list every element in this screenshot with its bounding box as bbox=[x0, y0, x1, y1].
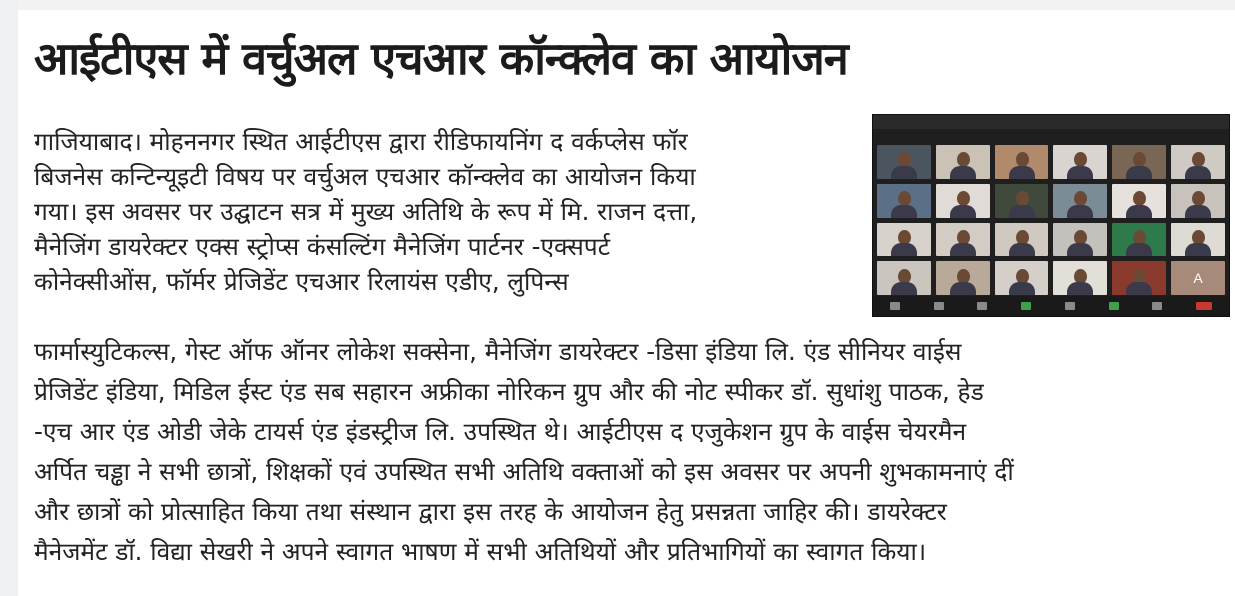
participants-icon bbox=[1021, 302, 1031, 310]
person-body bbox=[1067, 166, 1093, 179]
participant-tile bbox=[1112, 261, 1166, 295]
person-body bbox=[891, 166, 917, 179]
article-line: मैनेजिंग डायरेक्टर एक्स स्ट्रोप्स कंसल्टिंग मैनेजिंग पार्टनर -एक्सपर्ट bbox=[34, 232, 611, 261]
article-line: -एच आर एंड ओडी जेके टायर्स एंड इंडस्ट्रीज लि. उपस्थित थे। आईटीएस द एजुकेशन ग्रुप के वाईस चेयरमैन bbox=[34, 417, 967, 446]
person-body bbox=[891, 205, 917, 218]
article-line: और छात्रों को प्रोत्साहित किया तथा संस्थान द्वारा इस तरह के आयोजन हेतु प्रसन्नता जाहिर की। डायरेक्टर bbox=[34, 497, 947, 526]
person-body bbox=[1067, 243, 1093, 256]
article-line: गया। इस अवसर पर उद्घाटन सत्र में मुख्य अतिथि के रूप में मि. राजन दत्ता, bbox=[34, 197, 698, 226]
participant-tile bbox=[1112, 184, 1166, 218]
person-head bbox=[1133, 191, 1146, 206]
person-body bbox=[1126, 243, 1152, 256]
share-screen-icon bbox=[1109, 302, 1119, 310]
participant-tile bbox=[1112, 223, 1166, 257]
participant-tile bbox=[1112, 145, 1166, 179]
person-body bbox=[1009, 282, 1035, 295]
participant-tile bbox=[995, 261, 1049, 295]
participant-tile bbox=[1053, 184, 1107, 218]
person-body bbox=[950, 166, 976, 179]
security-icon bbox=[977, 302, 987, 310]
mute-icon bbox=[890, 302, 900, 310]
chat-icon bbox=[1065, 302, 1075, 310]
participant-tile bbox=[877, 145, 931, 179]
person-body bbox=[950, 282, 976, 295]
participant-tile bbox=[936, 261, 990, 295]
person-body bbox=[1185, 166, 1211, 179]
participant-tile bbox=[1053, 261, 1107, 295]
person-head bbox=[898, 191, 911, 206]
participant-tile bbox=[995, 145, 1049, 179]
participant-grid bbox=[877, 145, 1225, 295]
person-body bbox=[1126, 166, 1152, 179]
participant-tile bbox=[936, 184, 990, 218]
participant-tile bbox=[1171, 145, 1225, 179]
participant-tile bbox=[995, 223, 1049, 257]
article-line: मैनेजमेंट डॉ. विद्या सेखरी ने अपने स्वागत भाषण में सभी अतिथियों और प्रतिभागियों का स्वागत किया। bbox=[34, 537, 927, 566]
person-body bbox=[891, 243, 917, 256]
participant-tile bbox=[995, 184, 1049, 218]
person-body bbox=[950, 205, 976, 218]
participant-initial: A bbox=[1193, 270, 1203, 287]
person-head bbox=[957, 191, 970, 206]
participant-tile bbox=[1053, 223, 1107, 257]
participant-tile bbox=[877, 261, 931, 295]
person-head bbox=[1074, 191, 1087, 206]
article-line: बिजनेस कन्टिन्यूइटी विषय पर वर्चुअल एचआर कॉन्क्लेव का आयोजन किया bbox=[34, 162, 696, 191]
video-icon bbox=[934, 302, 944, 310]
participant-tile bbox=[936, 223, 990, 257]
person-body bbox=[1126, 205, 1152, 218]
person-body bbox=[1009, 243, 1035, 256]
participant-tile bbox=[877, 223, 931, 257]
person-body bbox=[1185, 205, 1211, 218]
page-edge-strip bbox=[0, 0, 18, 596]
participant-tile bbox=[936, 145, 990, 179]
person-body bbox=[950, 243, 976, 256]
person-head bbox=[1192, 191, 1205, 206]
person-head bbox=[1016, 191, 1029, 206]
person-body bbox=[1009, 166, 1035, 179]
person-body bbox=[891, 282, 917, 295]
article-headline: आईटीएस में वर्चुअल एचआर कॉन्क्लेव का आयोजन bbox=[34, 32, 848, 85]
person-body bbox=[1067, 205, 1093, 218]
person-body bbox=[1126, 282, 1152, 295]
person-body bbox=[1185, 243, 1211, 256]
article-line: अर्पित चड्ढा ने सभी छात्रों, शिक्षकों एवं उपस्थित सभी अतिथि वक्ताओं को इस अवसर पर अपनी शुभकामनाएं दीं bbox=[34, 457, 1014, 486]
page-top-edge bbox=[18, 0, 1235, 10]
video-conference-photo bbox=[872, 114, 1230, 317]
person-body bbox=[1067, 282, 1093, 295]
article-line: गाजियाबाद। मोहननगर स्थित आईटीएस द्वारा रीडिफायनिंग द वर्कप्लेस फॉर bbox=[34, 127, 688, 156]
person-body bbox=[1009, 205, 1035, 218]
participant-tile bbox=[1053, 145, 1107, 179]
end-meeting-icon bbox=[1196, 302, 1212, 310]
article-line: फार्मास्युटिकल्स, गेस्ट ऑफ ऑनर लोकेश सक्सेना, मैनेजिंग डायरेक्टर -डिसा इंडिया लि. एंड सीनियर वाईस bbox=[34, 337, 962, 366]
participant-tile bbox=[1171, 184, 1225, 218]
participant-tile bbox=[1171, 261, 1225, 295]
participant-tile bbox=[1171, 223, 1225, 257]
meeting-toolbar bbox=[873, 296, 1229, 316]
article-line: कोनेक्सीओंस, फॉर्मर प्रेजिडेंट एचआर रिलायंस एडीए, लुपिन्स bbox=[34, 267, 569, 296]
participant-tile bbox=[877, 184, 931, 218]
record-icon bbox=[1152, 302, 1162, 310]
article-line: प्रेजिडेंट इंडिया, मिडिल ईस्ट एंड सब सहारन अफ्रीका नोरिकन ग्रुप और की नोट स्पीकर डॉ. सुधांशु पाठक, हेड bbox=[34, 377, 984, 406]
meeting-title-bar bbox=[873, 115, 1229, 129]
